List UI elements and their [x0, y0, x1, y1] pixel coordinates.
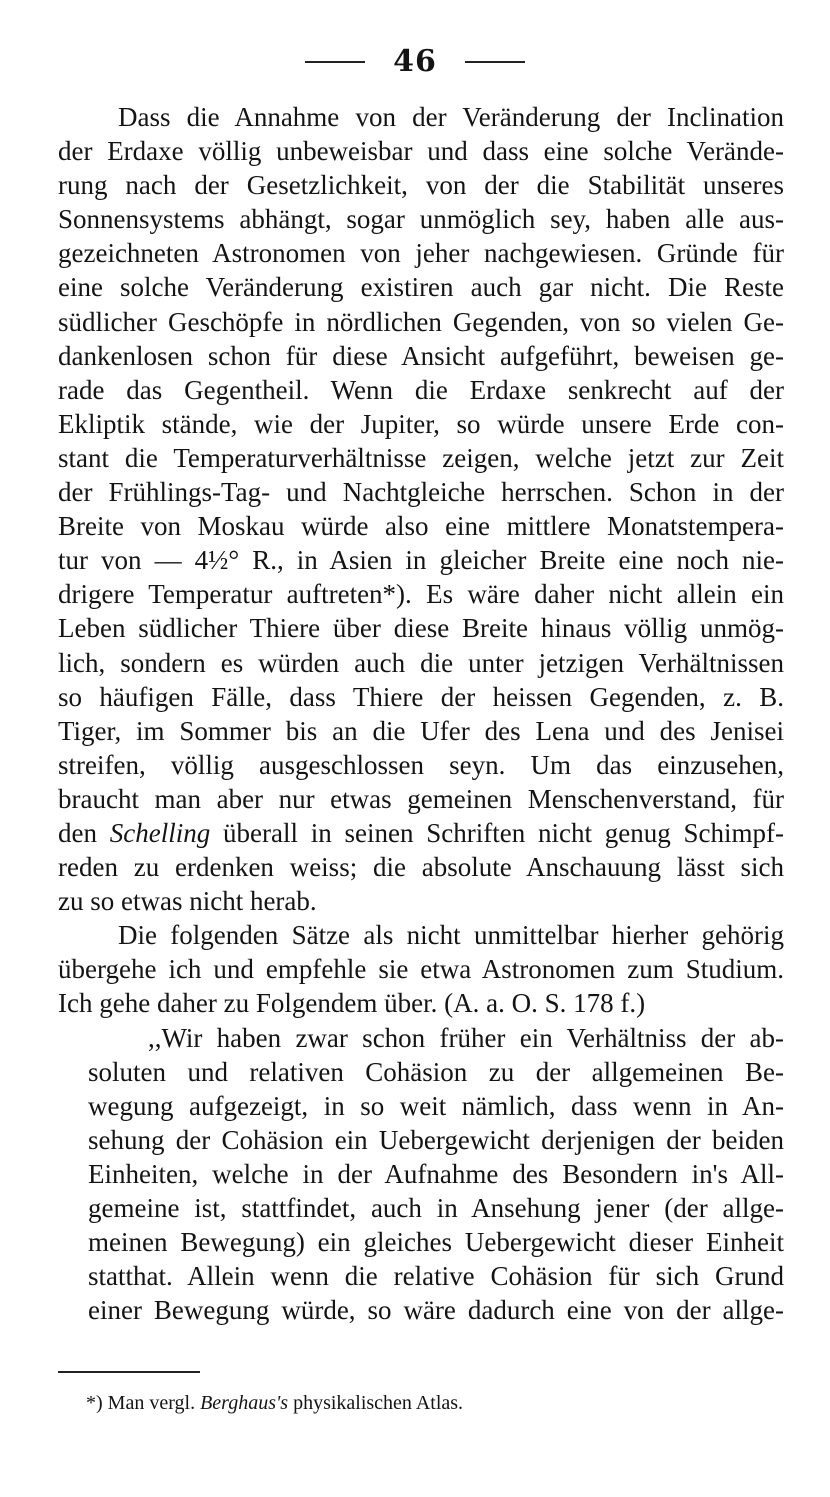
text-line: Breite von Moskau würde also eine mittlere Monatstempera-	[58, 511, 784, 542]
text-line: rade das Gegentheil. Wenn die Erdaxe senkrecht auf der	[58, 374, 784, 405]
body-text	[58, 100, 784, 1327]
text-line: den Schelling überall in seinen Schriften nicht genug Schimpf-	[58, 817, 785, 848]
footnote-name: Berghaus's	[200, 1392, 289, 1414]
text-line: Sonnensystems abhängt, sogar unmöglich sey, haben alle aus-	[58, 204, 784, 235]
header-rule-right	[465, 61, 525, 63]
text-line: der Frühlings-Tag- und Nachtgleiche herrschen. Schon in der	[58, 477, 784, 508]
text-line: einer Bewegung würde, so wäre dadurch eine von der allge-	[88, 1295, 784, 1326]
text-line: rung nach der Gesetzlichkeit, von der die Stabilität unseres	[58, 170, 784, 201]
text-line: Ekliptik stände, wie der Jupiter, so würde unsere Erde con-	[58, 408, 784, 439]
text-line: dankenlosen schon für diese Ansicht aufgeführt, beweisen ge-	[58, 340, 784, 371]
text-line: statthat. Allein wenn die relative Cohäsion für sich Grund	[88, 1261, 784, 1292]
text-line: der Erdaxe völlig unbeweisbar und dass eine solche Verände-	[58, 136, 784, 167]
text-line: Leben südlicher Thiere über diese Breite hinaus völlig unmög-	[58, 613, 784, 644]
text-line: übergehe ich und empfehle sie etwa Astronomen zum Studium.	[58, 954, 784, 985]
text-line: Dass die Annahme von der Veränderung der Inclination	[118, 102, 784, 132]
header-rule-left	[305, 61, 365, 63]
text-line: streifen, völlig ausgeschlossen seyn. Um das einzusehen,	[58, 749, 784, 780]
text-line: sehung der Cohäsion ein Uebergewicht derjenigen der beiden	[88, 1124, 784, 1155]
footnote-text-before: Man vergl.	[107, 1392, 196, 1414]
text-line: so häufigen Fälle, dass Thiere der heissen Gegenden, z. B.	[58, 681, 784, 712]
footnote-text-after: physikalischen Atlas.	[293, 1392, 464, 1414]
text-line: eine solche Veränderung existiren auch gar nicht. Die Reste	[58, 272, 784, 303]
text-line: wegung aufgezeigt, in so weit nämlich, dass wenn in An-	[88, 1090, 784, 1121]
footnote	[86, 1392, 463, 1415]
text-line: südlicher Geschöpfe in nördlichen Gegenden, von so vielen Ge-	[58, 306, 784, 337]
text-line: reden zu erdenken weiss; die absolute Anschauung lässt sich	[58, 852, 784, 883]
text-line: stant die Temperaturverhältnisse zeigen, welche jetzt zur Zeit	[58, 442, 784, 473]
italic-name: Schelling	[109, 817, 211, 848]
page-header	[0, 44, 830, 79]
text-line: soluten und relativen Cohäsion zu der allgemeinen Be-	[88, 1056, 784, 1087]
text-line: gezeichneten Astronomen von jeher nachgewiesen. Gründe für	[58, 238, 784, 269]
text-line: drigere Temperatur auftreten*). Es wäre daher nicht allein ein	[58, 579, 784, 610]
text-line: ,,Wir haben zwar schon früher ein Verhältniss der ab-	[148, 1022, 784, 1053]
text-line: Die folgenden Sätze als nicht unmittelbar hierher gehörig	[118, 920, 784, 951]
text-line: Tiger, im Sommer bis an die Ufer des Lena und des Jenisei	[58, 715, 784, 746]
text-line: meinen Bewegung) ein gleiches Uebergewicht dieser Einheit	[88, 1227, 784, 1258]
text-line: Einheiten, welche in der Aufnahme des Besondern in's All-	[88, 1158, 784, 1189]
page-number: 46	[393, 44, 437, 79]
text-line: braucht man aber nur etwas gemeinen Menschenverstand, für	[58, 783, 784, 814]
text-line: tur von — 4½° R., in Asien in gleicher Breite eine noch nie-	[58, 545, 784, 576]
footnote-marker: *)	[86, 1392, 103, 1414]
text-line: gemeine ist, stattfindet, auch in Ansehung jener (der allge-	[88, 1193, 784, 1223]
text-line: zu so etwas nicht herab.	[58, 886, 317, 917]
footnote-rule	[58, 1371, 200, 1373]
text-line: Ich gehe daher zu Folgendem über. (A. a. O. S. 178 f.)	[58, 988, 646, 1019]
text-line: lich, sondern es würden auch die unter jetzigen Verhältnissen	[58, 647, 784, 678]
